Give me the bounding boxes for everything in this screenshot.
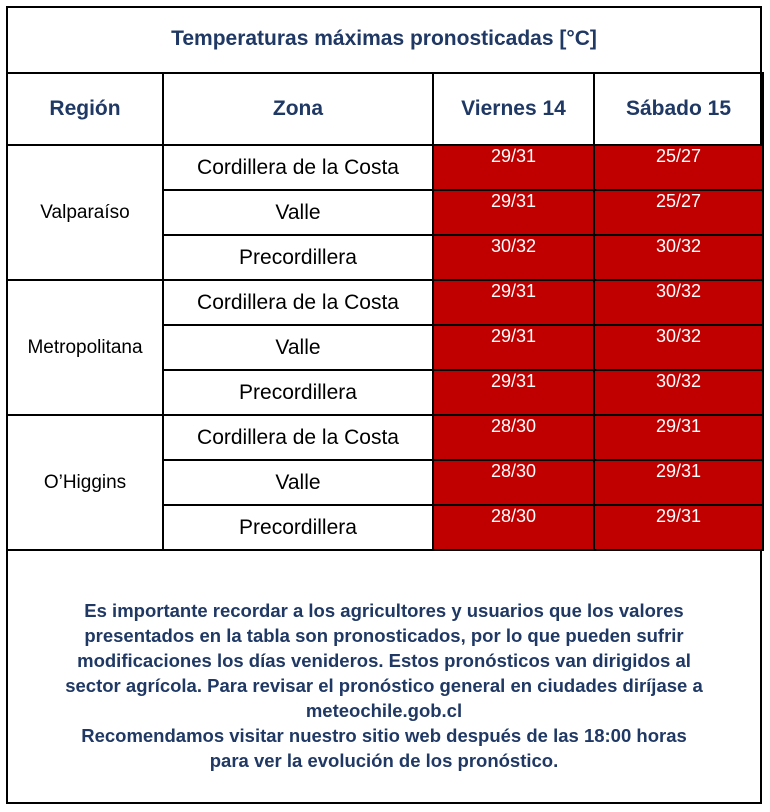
table-row [7, 415, 763, 460]
day2-value: 30/32 [594, 235, 763, 280]
footnote-line: Es importante recordar a los agricultores y usuarios que los valores [84, 599, 684, 621]
header-region: Región [7, 73, 163, 145]
zone-cell: Precordillera [163, 235, 433, 280]
day1-value: 29/31 [433, 280, 594, 325]
region-cell: Valparaíso [7, 145, 163, 280]
region-cell: O’Higgins [7, 415, 163, 550]
day1-value: 29/31 [433, 190, 594, 235]
forecast-table [6, 72, 764, 551]
zone-cell: Valle [163, 325, 433, 370]
footnote-link: meteochile.gob.cl [305, 699, 463, 721]
region-cell: Metropolitana [7, 280, 163, 415]
zone-cell: Valle [163, 190, 433, 235]
day2-value: 29/31 [594, 460, 763, 505]
day1-value: 29/31 [433, 325, 594, 370]
day2-value: 30/32 [594, 325, 763, 370]
zone-cell: Cordillera de la Costa [163, 145, 433, 190]
day1-value: 28/30 [433, 505, 594, 550]
footnote-line: Recomendamos visitar nuestro sitio web después de las 18:00 horas [81, 724, 687, 746]
day2-value: 30/32 [594, 280, 763, 325]
footnote-line: sector agrícola. Para revisar el pronóstico general en ciudades diríjase a [65, 674, 703, 696]
table-row [7, 145, 763, 190]
day1-value: 29/31 [433, 145, 594, 190]
zone-cell: Precordillera [163, 370, 433, 415]
zone-cell: Precordillera [163, 505, 433, 550]
day1-value: 28/30 [433, 415, 594, 460]
footnote-line: para ver la evolución de los pronóstico. [209, 749, 559, 771]
zone-cell: Cordillera de la Costa [163, 415, 433, 460]
zone-cell: Valle [163, 460, 433, 505]
day2-value: 29/31 [594, 505, 763, 550]
day2-value: 29/31 [594, 415, 763, 460]
day2-value: 30/32 [594, 370, 763, 415]
day2-value: 25/27 [594, 145, 763, 190]
day1-value: 30/32 [433, 235, 594, 280]
header-row [7, 73, 763, 145]
footnote-line: presentados en la tabla son pronosticados, por lo que pueden sufrir [84, 624, 684, 646]
day1-value: 29/31 [433, 370, 594, 415]
footnote-line: modificaciones los días venideros. Estos pronósticos van dirigidos al [77, 649, 691, 671]
table-title: Temperaturas máximas pronosticadas [°C] [6, 6, 762, 74]
header-day2: Sábado 15 [594, 73, 763, 145]
header-day1: Viernes 14 [433, 73, 594, 145]
day2-value: 25/27 [594, 190, 763, 235]
zone-cell: Cordillera de la Costa [163, 280, 433, 325]
footnote [6, 566, 762, 804]
header-zone: Zona [163, 73, 433, 145]
table-row [7, 280, 763, 325]
day1-value: 28/30 [433, 460, 594, 505]
